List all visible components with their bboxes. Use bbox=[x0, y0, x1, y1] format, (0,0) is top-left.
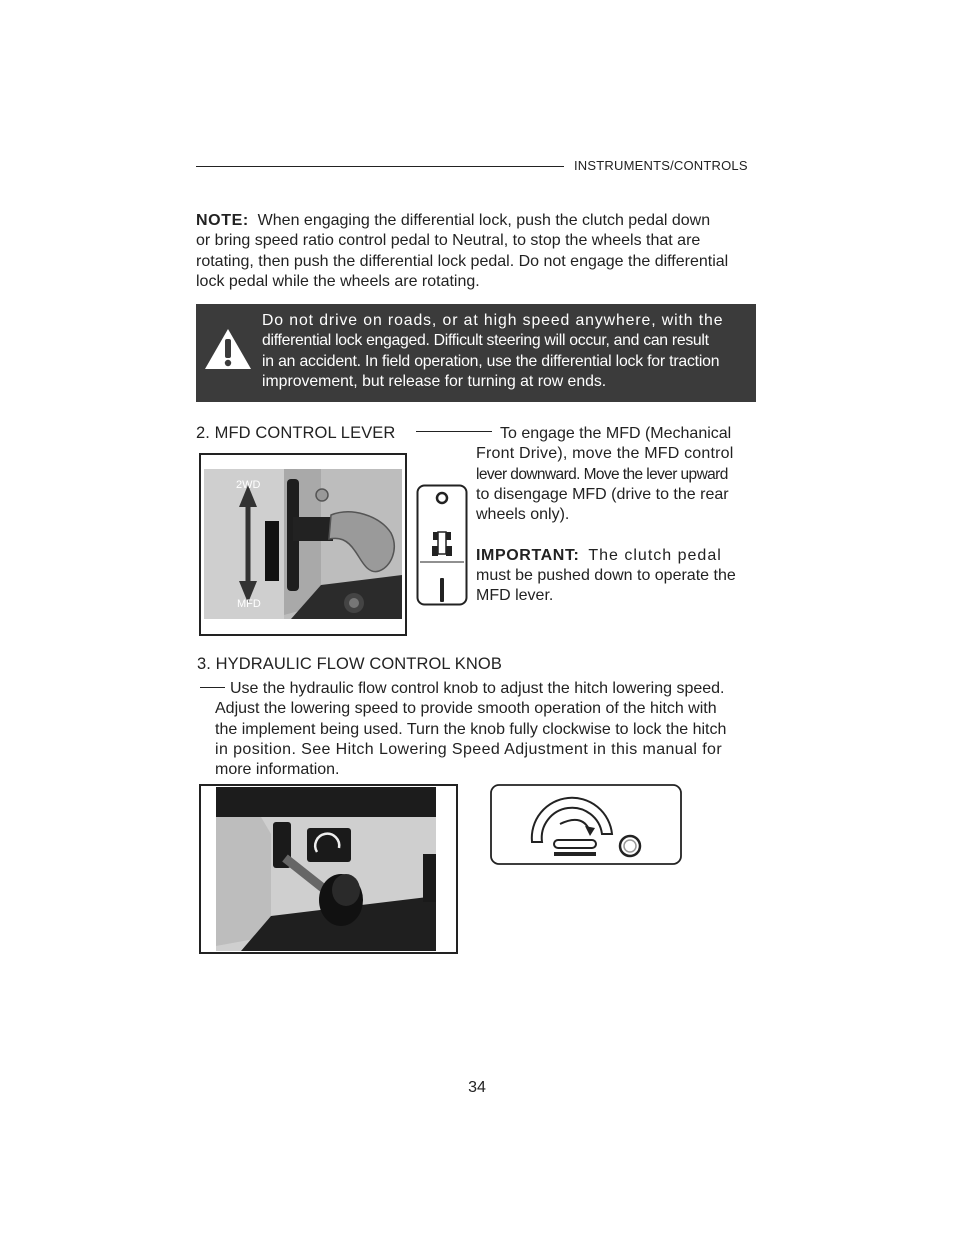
hydraulic-line: Use the hydraulic flow control knob to adjust the hitch lowering speed. bbox=[230, 680, 725, 697]
hydraulic-description bbox=[215, 679, 765, 780]
photo-label-2wd: 2WD bbox=[236, 479, 261, 491]
page-number: 34 bbox=[468, 1079, 486, 1096]
header-rule bbox=[196, 166, 564, 167]
important-label: IMPORTANT: bbox=[476, 546, 580, 564]
hydraulic-line: in position. See Hitch Lowering Speed Adjustment in this manual for bbox=[215, 740, 723, 758]
warning-line: improvement, but release for turning at row ends. bbox=[262, 372, 607, 390]
hydraulic-line: more information. bbox=[215, 761, 340, 779]
mfd-line: To engage the MFD (Mechanical bbox=[500, 425, 732, 442]
mfd-decal-icon bbox=[416, 484, 468, 611]
note-label: NOTE: bbox=[196, 212, 249, 229]
mfd-line: Front Drive), move the MFD control bbox=[476, 445, 734, 463]
warning-triangle-icon bbox=[203, 327, 253, 376]
hitch-speed-decal-icon bbox=[490, 784, 682, 870]
hydraulic-knob-photo bbox=[199, 784, 458, 954]
note-paragraph bbox=[196, 211, 761, 292]
photo-label-mfd: MFD bbox=[237, 598, 261, 610]
mfd-line: to disengage MFD (drive to the rear bbox=[476, 485, 729, 503]
hydraulic-section-title: 3. HYDRAULIC FLOW CONTROL KNOB bbox=[197, 655, 502, 673]
important-line: MFD lever. bbox=[476, 587, 554, 605]
mfd-section-title: 2. MFD CONTROL LEVER bbox=[196, 424, 396, 442]
note-line: lock pedal while the wheels are rotating. bbox=[196, 272, 480, 290]
mfd-description bbox=[476, 424, 761, 607]
warning-line: Do not drive on roads, or at high speed anywhere, with the bbox=[262, 312, 724, 329]
warning-line: differential lock engaged. Difficult steering will occur, and can result bbox=[262, 332, 709, 350]
warning-line: in an accident. In field operation, use the differential lock for traction bbox=[262, 352, 720, 370]
important-line: The clutch pedal bbox=[588, 546, 722, 564]
hydraulic-line: the implement being used. Turn the knob fully clockwise to lock the hitch bbox=[215, 720, 727, 738]
note-line: When engaging the differential lock, push the clutch pedal down bbox=[257, 212, 711, 229]
section-header: INSTRUMENTS/CONTROLS bbox=[574, 158, 748, 173]
mfd-lever-photo bbox=[199, 453, 407, 636]
hydraulic-line: Adjust the lowering speed to provide smooth operation of the hitch with bbox=[215, 700, 717, 718]
mfd-line: wheels only). bbox=[476, 506, 570, 524]
mfd-line: lever downward. Move the lever upward bbox=[476, 465, 728, 483]
warning-text bbox=[262, 311, 750, 392]
note-line: rotating, then push the differential lock pedal. Do not engage the differential bbox=[196, 252, 729, 270]
note-line: or bring speed ratio control pedal to Neutral, to stop the wheels that are bbox=[196, 232, 701, 250]
important-line: must be pushed down to operate the bbox=[476, 567, 736, 585]
